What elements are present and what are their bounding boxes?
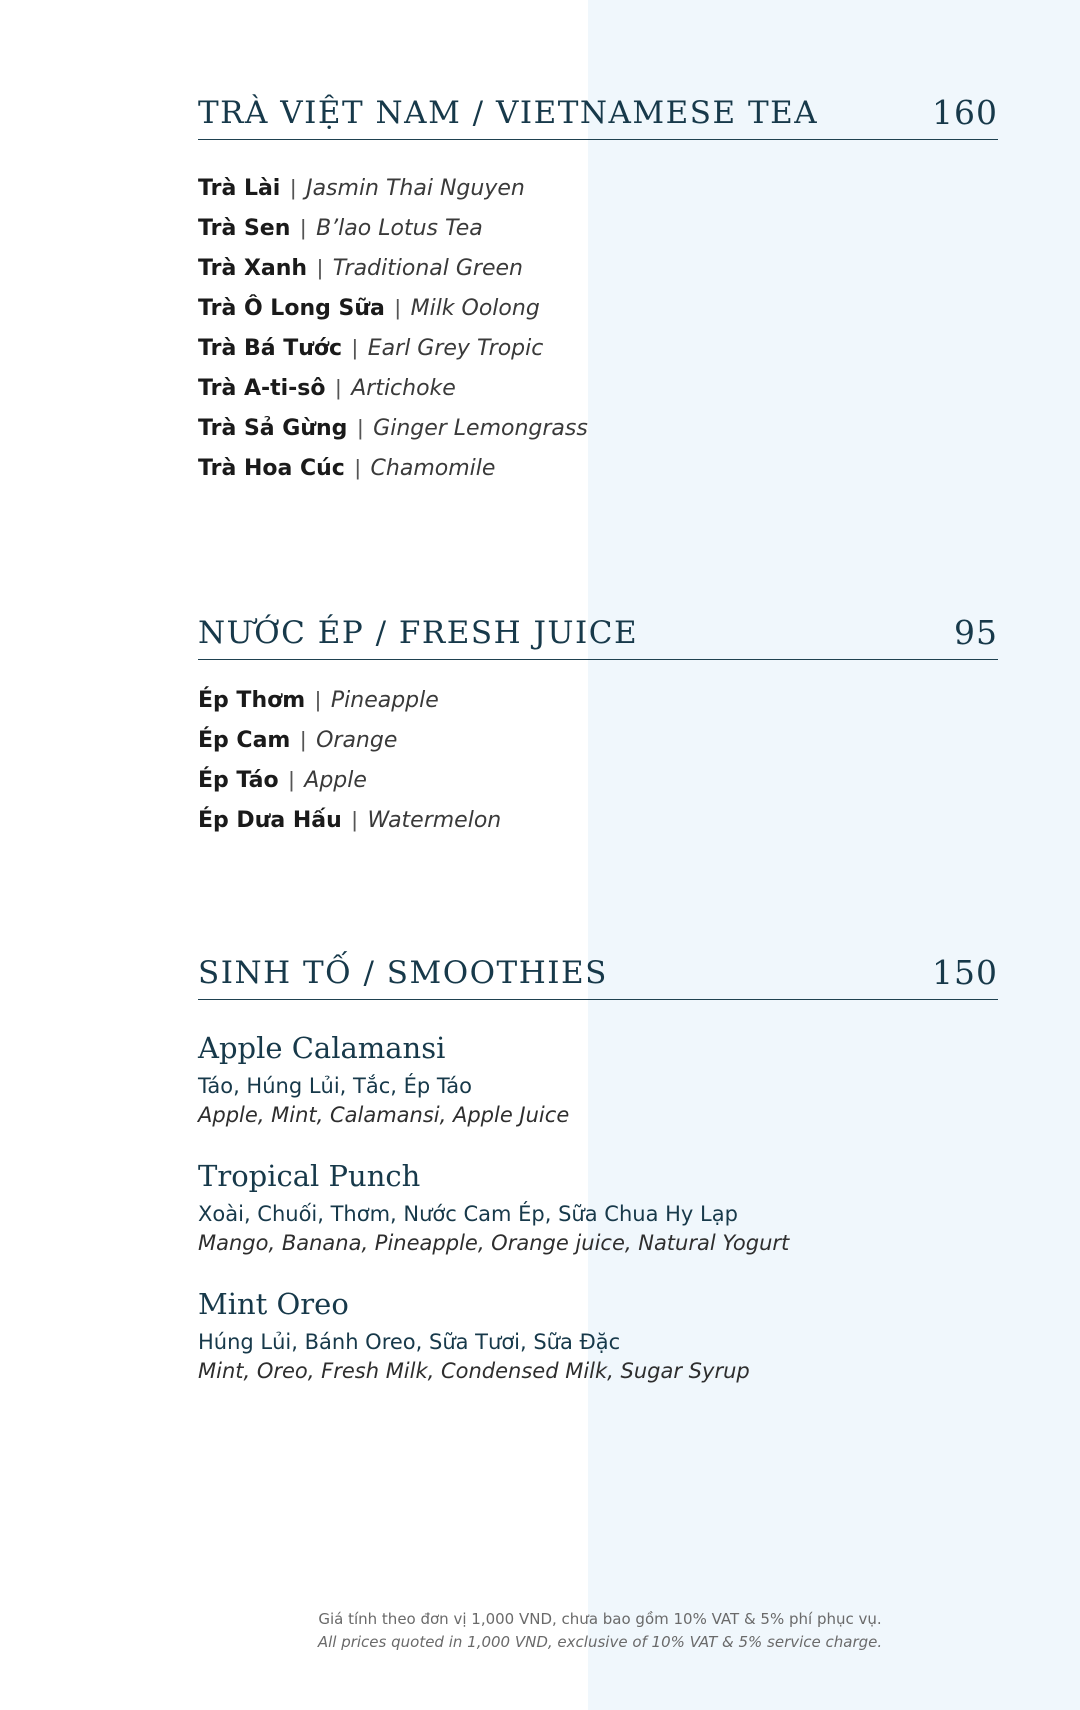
item-vietnamese-name: Ép Cam	[198, 728, 291, 753]
item-list	[198, 680, 998, 840]
item-vietnamese-name: Ép Dưa Hấu	[198, 808, 342, 833]
section-price: 95	[954, 613, 998, 652]
menu-item	[198, 288, 998, 328]
smoothie-vietnamese-ingredients: Xoài, Chuối, Thơm, Nước Cam Ép, Sữa Chua Hy Lạp	[198, 1202, 738, 1226]
item-vietnamese-name: Trà Bá Tước	[198, 336, 343, 361]
footnote-vietnamese: Giá tính theo đơn vị 1,000 VND, chưa bao gồm 10% VAT & 5% phí phục vụ.	[318, 1610, 882, 1628]
item-vietnamese-name: Ép Táo	[198, 768, 279, 793]
smoothie-list	[198, 1028, 998, 1386]
section-title: NƯỚC ÉP / FRESH JUICE	[198, 615, 639, 651]
menu-item	[198, 408, 998, 448]
item-vietnamese-name: Trà Xanh	[198, 256, 308, 281]
item-separator: |	[394, 295, 401, 320]
smoothie-english-ingredients: Mango, Banana, Pineapple, Orange juice, Natural Yogurt	[198, 1231, 790, 1255]
menu-item	[198, 248, 998, 288]
smoothie-name: Tropical Punch	[198, 1159, 421, 1193]
section-fresh-juice	[198, 613, 998, 840]
smoothie-item	[198, 1028, 998, 1130]
item-separator: |	[315, 687, 321, 712]
item-english-name: Ginger Lemongrass	[373, 416, 588, 441]
menu-item	[198, 800, 998, 840]
menu-item	[198, 720, 998, 760]
section-header	[198, 613, 998, 660]
item-separator: |	[354, 455, 361, 480]
item-separator: |	[357, 415, 364, 440]
menu-item	[198, 168, 998, 208]
footnote-english: All prices quoted in 1,000 VND, exclusive of 10% VAT & 5% service charge.	[317, 1633, 883, 1651]
item-separator: |	[288, 767, 295, 792]
menu-item	[198, 448, 998, 488]
item-separator: |	[317, 255, 323, 280]
item-vietnamese-name: Trà Sả Gừng	[198, 416, 348, 441]
item-list	[198, 168, 998, 488]
item-separator: |	[335, 375, 342, 400]
item-english-name: Apple	[304, 768, 367, 793]
smoothie-vietnamese-ingredients: Húng Lủi, Bánh Oreo, Sữa Tươi, Sữa Đặc	[198, 1330, 621, 1354]
item-vietnamese-name: Trà Hoa Cúc	[198, 456, 345, 481]
smoothie-item	[198, 1156, 998, 1258]
section-title: SINH TỐ / SMOOTHIES	[198, 955, 608, 991]
item-separator: |	[300, 215, 307, 240]
section-header	[198, 953, 998, 1000]
price-footnote	[290, 1608, 910, 1654]
item-english-name: Jasmin Thai Nguyen	[306, 176, 525, 201]
menu-item	[198, 208, 998, 248]
item-separator: |	[300, 727, 307, 752]
item-vietnamese-name: Trà Lài	[198, 176, 281, 201]
item-english-name: Traditional Green	[332, 256, 523, 281]
item-vietnamese-name: Ép Thơm	[198, 688, 306, 713]
item-vietnamese-name: Trà A-ti-sô	[198, 376, 326, 401]
smoothie-name: Apple Calamansi	[198, 1031, 446, 1065]
section-price: 150	[932, 953, 998, 992]
section-smoothies	[198, 953, 998, 1412]
smoothie-english-ingredients: Apple, Mint, Calamansi, Apple Juice	[198, 1103, 570, 1127]
item-english-name: B’lao Lotus Tea	[316, 216, 483, 241]
menu-item	[198, 368, 998, 408]
item-separator: |	[290, 175, 297, 200]
item-vietnamese-name: Trà Ô Long Sữa	[198, 296, 385, 321]
smoothie-english-ingredients: Mint, Oreo, Fresh Milk, Condensed Milk, Sugar Syrup	[198, 1359, 750, 1383]
smoothie-item	[198, 1284, 998, 1386]
item-separator: |	[352, 335, 358, 360]
item-english-name: Orange	[316, 728, 398, 753]
section-header	[198, 93, 998, 140]
menu-item	[198, 328, 998, 368]
section-price: 160	[932, 93, 998, 132]
item-vietnamese-name: Trà Sen	[198, 216, 291, 241]
item-english-name: Artichoke	[351, 376, 456, 401]
item-english-name: Watermelon	[367, 808, 502, 833]
section-vietnamese-tea	[198, 93, 998, 488]
section-title: TRÀ VIỆT NAM / VIETNAMESE TEA	[198, 95, 819, 131]
item-english-name: Milk Oolong	[410, 296, 540, 321]
item-english-name: Chamomile	[370, 456, 496, 481]
item-english-name: Earl Grey Tropic	[367, 336, 544, 361]
item-english-name: Pineapple	[330, 688, 439, 713]
smoothie-vietnamese-ingredients: Táo, Húng Lủi, Tắc, Ép Táo	[198, 1074, 472, 1098]
smoothie-name: Mint Oreo	[198, 1287, 349, 1321]
menu-item	[198, 680, 998, 720]
menu-item	[198, 760, 998, 800]
item-separator: |	[351, 807, 358, 832]
